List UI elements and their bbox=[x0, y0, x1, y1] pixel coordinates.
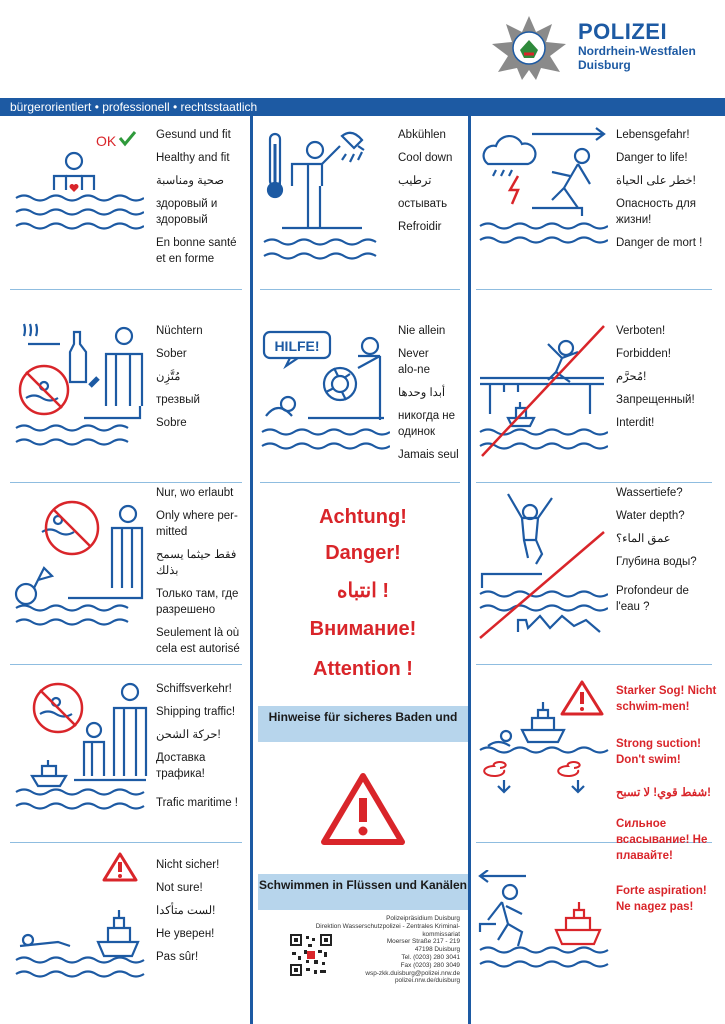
police-star-logo bbox=[486, 14, 572, 82]
text-en: Healthy and fit bbox=[156, 152, 230, 164]
text-ru: Запрещенный! bbox=[616, 394, 695, 406]
text-fr: Refroidir bbox=[398, 221, 442, 233]
address-line: Tel. (0203) 280 3041 bbox=[401, 953, 460, 961]
text-fr: Interdit! bbox=[616, 417, 655, 429]
bridge-jump-forbidden-icon bbox=[478, 322, 608, 462]
text-ar: مُتَّزِن bbox=[156, 371, 181, 383]
leave-water-ship-icon bbox=[478, 870, 612, 980]
not-sure-swimmer-icon bbox=[14, 852, 148, 982]
healthy-text bbox=[156, 124, 246, 271]
text-fr: Trafic maritime ! bbox=[156, 797, 238, 809]
not-sure-text bbox=[156, 854, 250, 969]
row-divider bbox=[10, 842, 242, 843]
text-de: Nicht sicher! bbox=[156, 859, 220, 871]
address-line: Fax (0203) 280 3049 bbox=[400, 961, 460, 969]
text-de: Nur, wo erlaubt bbox=[156, 487, 234, 499]
row-divider bbox=[476, 664, 712, 665]
text-ar: ترطيب bbox=[398, 175, 432, 187]
brand-region: Nordrhein-Westfalen bbox=[578, 44, 696, 58]
text-ar: حركة الشحن! bbox=[156, 729, 221, 741]
help-lifebuoy-icon bbox=[260, 320, 390, 460]
text-en: Cool down bbox=[398, 152, 453, 164]
healthy-swimmer-icon bbox=[14, 128, 144, 238]
address-line: kommissariat bbox=[422, 930, 460, 938]
help-sign-label: HILFE! bbox=[274, 338, 320, 354]
text-ru: здоровый и здоровый bbox=[156, 198, 218, 226]
address-line: Polizeipräsidium Duisburg bbox=[386, 915, 460, 922]
text-ar: فقط حيثما يسمح بذلك bbox=[156, 549, 237, 577]
not-alone-text bbox=[398, 320, 464, 467]
column-divider bbox=[250, 116, 253, 1024]
text-en: Forbidden! bbox=[616, 348, 671, 360]
depth-text bbox=[616, 482, 716, 619]
text-de: Starker Sog! Nicht schwim-men! bbox=[616, 685, 717, 713]
brand-title: POLIZEI bbox=[578, 19, 668, 44]
no-swim-zone-buoy-icon bbox=[14, 498, 144, 628]
text-ru: никогда не одинок bbox=[398, 410, 456, 438]
storm-danger-icon bbox=[478, 126, 608, 276]
danger-life-text bbox=[616, 124, 716, 255]
row-divider bbox=[10, 664, 242, 665]
text-ru: Сильное всасывание! Не плавайте! bbox=[616, 818, 708, 862]
text-de: Schiffsverkehr! bbox=[156, 683, 232, 695]
warning-en: Danger! bbox=[325, 542, 401, 564]
text-ar: أبدا وحدها bbox=[398, 387, 446, 399]
text-fr: Pas sûr! bbox=[156, 951, 199, 963]
tagline-bar: bürgerorientiert • professionell • rechtsstaatlich bbox=[0, 98, 725, 116]
warning-ar: انتباه ! bbox=[337, 580, 389, 602]
text-de: Nüchtern bbox=[156, 325, 203, 337]
warning-ru: Внимание! bbox=[309, 618, 417, 640]
text-de: Gesund und fit bbox=[156, 129, 231, 141]
address-email[interactable]: wsp-zkk.duisburg@polizei.nrw.de bbox=[365, 969, 460, 977]
row-divider bbox=[476, 289, 712, 290]
text-de: Nie allein bbox=[398, 325, 446, 337]
brand-city: Duisburg bbox=[578, 58, 631, 72]
ok-label: OK bbox=[96, 133, 117, 149]
shipping-text bbox=[156, 678, 250, 815]
address-line: Moerser Straße 217 - 219 bbox=[386, 938, 460, 946]
text-de: Verboten! bbox=[616, 325, 666, 337]
text-fr: Forte aspiration! Ne nagez pas! bbox=[616, 885, 707, 913]
text-en: Sober bbox=[156, 348, 187, 360]
text-ru: Не уверен! bbox=[156, 928, 215, 940]
text-fr: Sobre bbox=[156, 417, 187, 429]
address-block bbox=[315, 915, 460, 985]
warning-fr: Attention ! bbox=[313, 658, 413, 680]
address-line: Direktion Wasserschutzpolizei - Zentrales Kriminal- bbox=[315, 922, 460, 930]
text-ar: شفط قوي! لا تسبح! bbox=[616, 787, 711, 799]
header bbox=[0, 0, 725, 92]
address-line: 47198 Duisburg bbox=[414, 946, 460, 954]
text-ru: Доставка трафика! bbox=[156, 752, 206, 780]
text-ar: صحية ومناسبة bbox=[156, 175, 224, 187]
text-fr: Seulement là où cela est autorisé bbox=[156, 627, 240, 655]
sober-no-alcohol-icon bbox=[14, 322, 144, 452]
shipping-traffic-icon bbox=[14, 680, 148, 814]
text-ar: مُحرَّم! bbox=[616, 371, 647, 383]
water-depth-icon bbox=[478, 492, 608, 642]
row-divider bbox=[260, 289, 460, 290]
qr-code bbox=[290, 934, 332, 976]
column-divider bbox=[468, 116, 471, 1024]
text-en: Only where per-mitted bbox=[156, 510, 238, 538]
info-box-swimming: Schwimmen in Flüssen und Kanälen bbox=[258, 874, 468, 910]
text-ru: остывать bbox=[398, 198, 448, 210]
address-website[interactable]: polizei.nrw.de/duisburg bbox=[394, 977, 460, 985]
text-en: Danger to life! bbox=[616, 152, 688, 164]
row-divider bbox=[260, 482, 460, 483]
text-ar: عمق الماء؟ bbox=[616, 533, 671, 545]
text-de: Lebensgefahr! bbox=[616, 129, 690, 141]
allowed-text bbox=[156, 482, 250, 661]
text-en: Never alo-ne bbox=[398, 348, 430, 376]
shower-cool-down-icon bbox=[262, 124, 382, 274]
row-divider bbox=[10, 289, 242, 290]
text-fr: Danger de mort ! bbox=[616, 237, 703, 249]
warning-de: Achtung! bbox=[319, 506, 407, 528]
text-fr: En bonne santé et en forme bbox=[156, 237, 237, 265]
text-de: Abkühlen bbox=[398, 129, 446, 141]
sober-text bbox=[156, 320, 246, 435]
text-ar: خطر على الحياة! bbox=[616, 175, 696, 187]
info-box-bathing: Hinweise für sicheres Baden und bbox=[258, 706, 468, 742]
cool-down-text bbox=[398, 124, 464, 239]
text-fr: Profondeur de l'eau ? bbox=[616, 585, 689, 613]
text-ru: Глубина воды? bbox=[616, 556, 697, 568]
text-en: Not sure! bbox=[156, 882, 203, 894]
suction-text bbox=[616, 680, 720, 919]
text-en: Strong suction! Don't swim! bbox=[616, 738, 701, 766]
text-ru: Опасность для жизни! bbox=[616, 198, 696, 226]
text-ru: Только там, где разрешено bbox=[156, 588, 239, 616]
text-ar: لست متأكدا! bbox=[156, 905, 216, 917]
strong-suction-icon bbox=[478, 680, 614, 810]
text-en: Shipping traffic! bbox=[156, 706, 236, 718]
text-ru: трезвый bbox=[156, 394, 200, 406]
forbidden-text bbox=[616, 320, 716, 435]
warning-triangle-icon bbox=[318, 770, 408, 850]
text-de: Wassertiefe? bbox=[616, 487, 683, 499]
text-fr: Jamais seul bbox=[398, 449, 459, 461]
text-en: Water depth? bbox=[616, 510, 685, 522]
